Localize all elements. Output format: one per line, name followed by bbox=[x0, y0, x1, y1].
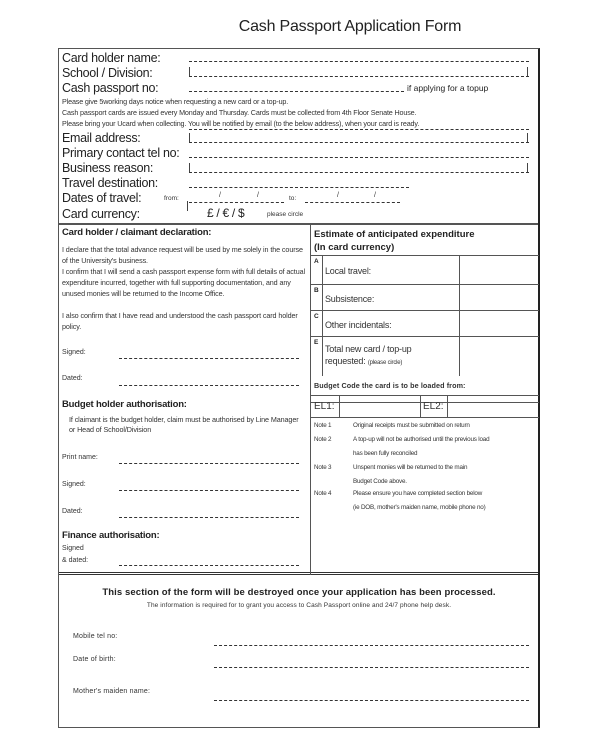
finance-signed-dated-field[interactable] bbox=[119, 565, 299, 566]
card-holder-name-label: Card holder name: bbox=[62, 51, 161, 65]
budget-holder-signed-field[interactable] bbox=[119, 490, 299, 491]
estimate-row-subsistence: B Subsistence: bbox=[311, 284, 539, 310]
travel-destination-field[interactable] bbox=[189, 187, 409, 188]
business-reason-label: Business reason: bbox=[62, 161, 154, 175]
mobile-label: Mobile tel no: bbox=[73, 633, 118, 640]
school-division-label: School / Division: bbox=[62, 66, 153, 80]
subsistence-amount-field[interactable] bbox=[460, 285, 539, 310]
estimate-row-total: E Total new card / top-up requested: (please circle) bbox=[311, 336, 539, 376]
primary-tel-label: Primary contact tel no: bbox=[62, 146, 180, 160]
declaration-line-1: I declare that the total advance request will be used by me solely in the course of the University's business. bbox=[62, 245, 303, 265]
card-holder-name-field[interactable] bbox=[189, 61, 529, 62]
confidential-section bbox=[59, 575, 538, 727]
destroy-warning: This section of the form will be destroyed once your application has been processed. bbox=[102, 587, 496, 598]
access-info: The information is required for to grant you access to Cash Passport online and 24/7 phone help desk. bbox=[146, 602, 452, 609]
note-2-text: A top-up will not be authorised until the previous load bbox=[353, 436, 490, 443]
currency-options[interactable]: £ / € / $ bbox=[207, 206, 245, 220]
budget-code-label-row: Budget Code the card is to be loaded from: bbox=[311, 376, 539, 396]
note-1-text: Original receipts must be submitted on return bbox=[353, 422, 470, 429]
personal-details-section: Card holder name: School / Division: Cash passport no: if applying for a topup Please give 5working days notice when requesting a new card or a top-up. Cash passport cards are issued every Monday and Thursday. Cards must be collected from 4th Floor Senate House. Please bring your Ucard when collecting. You will be notified by email (to the below address), when your card is ready. Email address: Primary contact tel no: Business reason: Travel destination: Dates of travel: from: / / to: / / Card currency: £ / € / $ please circle bbox=[59, 49, 538, 225]
travel-from-date-field[interactable] bbox=[189, 202, 284, 203]
notice-2: Cash passport cards are issued every Monday and Thursday. Cards must be collected from 4th Floor Senate House. bbox=[62, 108, 417, 117]
primary-tel-field[interactable] bbox=[189, 157, 529, 158]
topup-note: if applying for a topup bbox=[407, 83, 489, 93]
el1-field[interactable] bbox=[340, 396, 420, 417]
local-travel-amount-field[interactable] bbox=[460, 256, 539, 284]
travel-to-date-field[interactable] bbox=[305, 202, 400, 203]
other-incidentals-amount-field[interactable] bbox=[460, 311, 539, 336]
travel-destination-label: Travel destination: bbox=[62, 176, 158, 190]
school-division-field[interactable] bbox=[189, 76, 529, 77]
card-currency-label: Card currency: bbox=[62, 207, 140, 221]
dates-of-travel-label: Dates of travel: bbox=[62, 191, 142, 205]
note-4-text: Please ensure you have completed section below bbox=[353, 490, 483, 497]
declaration-dated-field[interactable] bbox=[119, 385, 299, 386]
mobile-field[interactable] bbox=[214, 645, 529, 646]
estimate-column: Estimate of anticipated expenditure (In card currency) A Local travel: B Subsistence: C Other incidentals: E Total new card / top-up requested: (please circle) Budget Code the card is to be loaded from: EL1: EL2: Note 1 Original receipts must be submitted on return Note 2 A top-up will not be authorised until the previous load has been fully reconciled Note 3 Unspent monies will be returned to the main Budget Code above. Note 4 Please ensure you have completed section below (ie DOB, mother's maiden name, mobile phone no) bbox=[311, 225, 539, 575]
el2-field[interactable] bbox=[448, 396, 539, 417]
page-title: Cash Passport Application Form bbox=[238, 18, 462, 35]
notice-1: Please give 5working days notice when requesting a new card or a top-up. bbox=[62, 97, 289, 106]
budget-code-row: EL1: EL2: bbox=[311, 396, 539, 418]
declaration-signed-field[interactable] bbox=[119, 358, 299, 359]
cash-passport-no-label: Cash passport no: bbox=[62, 81, 159, 95]
notice-3: Please bring your Ucard when collecting. You will be notified by email (to the below address), when your card is ready. bbox=[62, 119, 420, 128]
email-field[interactable] bbox=[189, 142, 529, 143]
finance-heading: Finance authorisation: bbox=[62, 530, 160, 541]
email-label: Email address: bbox=[62, 131, 141, 145]
estimate-row-local-travel: A Local travel: bbox=[311, 255, 539, 284]
estimate-heading: Estimate of anticipated expenditure (In card currency) bbox=[314, 229, 475, 253]
estimate-row-other-incidentals: C Other incidentals: bbox=[311, 310, 539, 336]
declaration-line-2: I confirm that I will send a cash passport expense form with full details of actual expenditure incurred, together with full supporting documentation, and any unused monies will be returned to the Income Office. bbox=[62, 267, 305, 298]
declaration-line-3: I also confirm that I have read and understood the cash passport card holder policy. bbox=[62, 311, 298, 331]
declaration-column: Card holder / claimant declaration: I declare that the total advance request will be used by me solely in the course of the University's business. I confirm that I will send a cash passport expense form with full details of actual expenditure incurred, together with full supporting documentation, and any unused monies will be returned to the Income Office. I also confirm that I have read and understood the cash passport card holder policy. Signed: Dated: Budget holder authorisation: If claimant is the budget holder, claim must be authorised by Line Manager or Head of School/Division Print name: Signed: Dated: Finance authorisation: Signed & dated: bbox=[59, 225, 311, 575]
note-3-text: Unspent monies will be returned to the main bbox=[353, 464, 468, 471]
business-reason-field[interactable] bbox=[189, 172, 529, 173]
budget-holder-note: If claimant is the budget holder, claim must be authorised by Line Manager or Head of School/Division bbox=[69, 415, 299, 434]
budget-holder-dated-field[interactable] bbox=[119, 517, 299, 518]
please-circle-note: please circle bbox=[267, 211, 304, 218]
total-amount-field[interactable] bbox=[460, 337, 539, 376]
declaration-heading: Card holder / claimant declaration: bbox=[62, 227, 212, 238]
cash-passport-no-field[interactable] bbox=[189, 91, 404, 92]
maiden-name-field[interactable] bbox=[214, 700, 529, 701]
authorisation-section bbox=[59, 225, 538, 575]
dob-label: Date of birth: bbox=[73, 656, 116, 663]
dob-field[interactable] bbox=[214, 667, 529, 668]
budget-holder-heading: Budget holder authorisation: bbox=[62, 399, 187, 410]
application-form bbox=[58, 48, 540, 728]
budget-holder-print-name-field[interactable] bbox=[119, 463, 299, 464]
maiden-name-label: Mother's maiden name: bbox=[73, 688, 151, 695]
